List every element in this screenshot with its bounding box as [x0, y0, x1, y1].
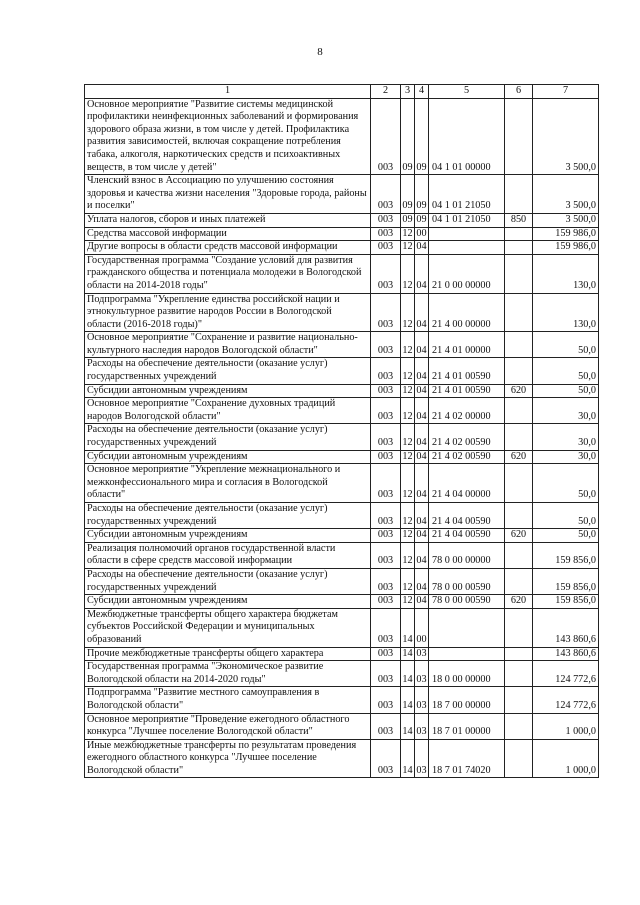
section-code: 14	[401, 713, 415, 739]
section-code: 12	[401, 503, 415, 529]
header-cell: 7	[533, 85, 599, 99]
table-row	[85, 398, 599, 424]
admin-code: 003	[371, 175, 401, 214]
admin-code: 003	[371, 661, 401, 687]
target-article-code: 78 0 00 00590	[429, 595, 505, 609]
admin-code: 003	[371, 358, 401, 384]
subsection-code: 04	[415, 254, 429, 293]
section-code: 12	[401, 332, 415, 358]
amount: 159 986,0	[533, 227, 599, 241]
table-row	[85, 713, 599, 739]
target-article-code: 18 0 00 00000	[429, 661, 505, 687]
target-article-code: 21 4 04 00000	[429, 464, 505, 503]
subsection-code: 09	[415, 175, 429, 214]
target-article-code	[429, 647, 505, 661]
target-article-code: 21 4 01 00000	[429, 332, 505, 358]
amount: 30,0	[533, 398, 599, 424]
subsection-code: 04	[415, 293, 429, 332]
item-name: Уплата налогов, сборов и иных платежей	[85, 213, 371, 227]
header-cell: 5	[429, 85, 505, 99]
expense-type-code	[505, 503, 533, 529]
item-name: Субсидии автономным учреждениям	[85, 595, 371, 609]
item-name: Государственная программа "Экономическое развитие Вологодской области на 2014-2020 годы"	[85, 661, 371, 687]
amount: 159 986,0	[533, 241, 599, 255]
table-row	[85, 332, 599, 358]
item-name: Основное мероприятие "Проведение ежегодного областного конкурса "Лучшее поселение Вологодской области"	[85, 713, 371, 739]
item-name: Расходы на обеспечение деятельности (оказание услуг) государственных учреждений	[85, 358, 371, 384]
table-row	[85, 739, 599, 778]
table-row	[85, 241, 599, 255]
target-article-code: 78 0 00 00590	[429, 568, 505, 594]
section-code: 12	[401, 227, 415, 241]
table-row	[85, 98, 599, 175]
section-code: 14	[401, 687, 415, 713]
subsection-code: 04	[415, 384, 429, 398]
table-row	[85, 687, 599, 713]
target-article-code: 21 4 02 00000	[429, 398, 505, 424]
subsection-code: 04	[415, 568, 429, 594]
expense-type-code	[505, 241, 533, 255]
header-row	[85, 85, 599, 99]
subsection-code: 04	[415, 241, 429, 255]
amount: 50,0	[533, 358, 599, 384]
expense-type-code	[505, 254, 533, 293]
admin-code: 003	[371, 595, 401, 609]
target-article-code: 21 4 04 00590	[429, 529, 505, 543]
target-article-code: 18 7 01 74020	[429, 739, 505, 778]
amount: 50,0	[533, 529, 599, 543]
table-body	[85, 98, 599, 778]
header-cell: 1	[85, 85, 371, 99]
table-row	[85, 450, 599, 464]
admin-code: 003	[371, 450, 401, 464]
target-article-code: 21 4 04 00590	[429, 503, 505, 529]
target-article-code: 21 4 01 00590	[429, 358, 505, 384]
section-code: 12	[401, 384, 415, 398]
expense-type-code	[505, 608, 533, 647]
expense-type-code	[505, 739, 533, 778]
subsection-code: 03	[415, 687, 429, 713]
expense-type-code: 620	[505, 450, 533, 464]
item-name: Подпрограмма "Укрепление единства российской нации и этнокультурное развитие народов России в Вологодской области (2016-2018 годы)"	[85, 293, 371, 332]
header-cell: 4	[415, 85, 429, 99]
page-number: 8	[317, 46, 323, 58]
amount: 1 000,0	[533, 739, 599, 778]
table-row	[85, 503, 599, 529]
item-name: Расходы на обеспечение деятельности (оказание услуг) государственных учреждений	[85, 424, 371, 450]
expense-type-code: 620	[505, 595, 533, 609]
section-code: 09	[401, 213, 415, 227]
expense-type-code: 850	[505, 213, 533, 227]
section-code: 12	[401, 529, 415, 543]
amount: 130,0	[533, 293, 599, 332]
subsection-code: 04	[415, 529, 429, 543]
section-code: 12	[401, 293, 415, 332]
target-article-code: 78 0 00 00000	[429, 542, 505, 568]
admin-code: 003	[371, 241, 401, 255]
expense-type-code	[505, 687, 533, 713]
admin-code: 003	[371, 293, 401, 332]
admin-code: 003	[371, 542, 401, 568]
target-article-code: 21 4 02 00590	[429, 450, 505, 464]
expense-type-code	[505, 661, 533, 687]
amount: 1 000,0	[533, 713, 599, 739]
header-cell: 2	[371, 85, 401, 99]
target-article-code: 18 7 00 00000	[429, 687, 505, 713]
target-article-code: 04 1 01 21050	[429, 213, 505, 227]
subsection-code: 09	[415, 213, 429, 227]
table-row	[85, 464, 599, 503]
subsection-code: 04	[415, 595, 429, 609]
section-code: 12	[401, 398, 415, 424]
section-code: 09	[401, 98, 415, 175]
admin-code: 003	[371, 384, 401, 398]
item-name: Средства массовой информации	[85, 227, 371, 241]
amount: 3 500,0	[533, 175, 599, 214]
section-code: 14	[401, 739, 415, 778]
subsection-code: 04	[415, 503, 429, 529]
expense-type-code	[505, 464, 533, 503]
target-article-code	[429, 227, 505, 241]
amount: 50,0	[533, 332, 599, 358]
section-code: 12	[401, 424, 415, 450]
section-code: 12	[401, 568, 415, 594]
admin-code: 003	[371, 227, 401, 241]
header-cell: 6	[505, 85, 533, 99]
expense-type-code	[505, 332, 533, 358]
expense-type-code: 620	[505, 529, 533, 543]
target-article-code	[429, 241, 505, 255]
amount: 159 856,0	[533, 595, 599, 609]
target-article-code	[429, 608, 505, 647]
expense-type-code	[505, 98, 533, 175]
item-name: Реализация полномочий органов государственной власти области в сфере средств массовой информации	[85, 542, 371, 568]
item-name: Субсидии автономным учреждениям	[85, 384, 371, 398]
item-name: Субсидии автономным учреждениям	[85, 529, 371, 543]
admin-code: 003	[371, 529, 401, 543]
item-name: Иные межбюджетные трансферты по результатам проведения ежегодного областного конкурса "Лучшее поселение Вологодской области"	[85, 739, 371, 778]
admin-code: 003	[371, 713, 401, 739]
item-name: Государственная программа "Создание условий для развития гражданского общества и потенциала молодежи в Вологодской области на 2014-2018 годы"	[85, 254, 371, 293]
amount: 30,0	[533, 450, 599, 464]
item-name: Основное мероприятие "Укрепление межнационального и межконфессионального мира и согласия в Вологодской области"	[85, 464, 371, 503]
table-row	[85, 568, 599, 594]
expense-type-code	[505, 398, 533, 424]
target-article-code: 21 4 01 00590	[429, 384, 505, 398]
section-code: 12	[401, 595, 415, 609]
item-name: Основное мероприятие "Сохранение духовных традиций народов Вологодской области"	[85, 398, 371, 424]
admin-code: 003	[371, 647, 401, 661]
amount: 159 856,0	[533, 568, 599, 594]
item-name: Расходы на обеспечение деятельности (оказание услуг) государственных учреждений	[85, 568, 371, 594]
expense-type-code	[505, 293, 533, 332]
item-name: Межбюджетные трансферты общего характера бюджетам субъектов Российской Федерации и муниципальных образований	[85, 608, 371, 647]
table-row	[85, 529, 599, 543]
admin-code: 003	[371, 503, 401, 529]
table-row	[85, 213, 599, 227]
section-code: 12	[401, 254, 415, 293]
amount: 3 500,0	[533, 98, 599, 175]
expense-type-code: 620	[505, 384, 533, 398]
subsection-code: 04	[415, 332, 429, 358]
expense-type-code	[505, 424, 533, 450]
item-name: Другие вопросы в области средств массовой информации	[85, 241, 371, 255]
table-row	[85, 608, 599, 647]
target-article-code: 21 0 00 00000	[429, 254, 505, 293]
expense-type-code	[505, 647, 533, 661]
section-code: 14	[401, 608, 415, 647]
header-cell: 3	[401, 85, 415, 99]
item-name: Подпрограмма "Развитие местного самоуправления в Вологодской области"	[85, 687, 371, 713]
target-article-code: 04 1 01 21050	[429, 175, 505, 214]
subsection-code: 03	[415, 661, 429, 687]
expense-type-code	[505, 542, 533, 568]
item-name: Расходы на обеспечение деятельности (оказание услуг) государственных учреждений	[85, 503, 371, 529]
item-name: Прочие межбюджетные трансферты общего характера	[85, 647, 371, 661]
admin-code: 003	[371, 608, 401, 647]
admin-code: 003	[371, 254, 401, 293]
table-row	[85, 384, 599, 398]
target-article-code: 21 4 00 00000	[429, 293, 505, 332]
section-code: 12	[401, 464, 415, 503]
table-row	[85, 595, 599, 609]
expense-type-code	[505, 568, 533, 594]
section-code: 14	[401, 661, 415, 687]
admin-code: 003	[371, 739, 401, 778]
section-code: 12	[401, 450, 415, 464]
table-row	[85, 647, 599, 661]
table-row	[85, 424, 599, 450]
amount: 3 500,0	[533, 213, 599, 227]
item-name: Членский взнос в Ассоциацию по улучшению состояния здоровья и качества жизни населения "Здоровые города, районы и поселки"	[85, 175, 371, 214]
budget-table	[84, 84, 599, 778]
subsection-code: 03	[415, 647, 429, 661]
subsection-code: 04	[415, 464, 429, 503]
subsection-code: 03	[415, 739, 429, 778]
subsection-code: 03	[415, 713, 429, 739]
amount: 50,0	[533, 464, 599, 503]
subsection-code: 00	[415, 608, 429, 647]
admin-code: 003	[371, 568, 401, 594]
admin-code: 003	[371, 398, 401, 424]
expense-type-code	[505, 713, 533, 739]
amount: 50,0	[533, 384, 599, 398]
amount: 159 856,0	[533, 542, 599, 568]
subsection-code: 09	[415, 98, 429, 175]
admin-code: 003	[371, 332, 401, 358]
amount: 30,0	[533, 424, 599, 450]
item-name: Основное мероприятие "Развитие системы медицинской профилактики неинфекционных заболеваний и формирования здорового образа жизни, в том числе у детей. Профилактика развития зависимостей, включая сокращение потребления табака, алкоголя, наркотических средств и психоактивных веществ, в том числе у детей"	[85, 98, 371, 175]
subsection-code: 04	[415, 398, 429, 424]
amount: 143 860,6	[533, 647, 599, 661]
admin-code: 003	[371, 98, 401, 175]
admin-code: 003	[371, 687, 401, 713]
table-row	[85, 254, 599, 293]
amount: 143 860,6	[533, 608, 599, 647]
target-article-code: 21 4 02 00590	[429, 424, 505, 450]
section-code: 09	[401, 175, 415, 214]
subsection-code: 00	[415, 227, 429, 241]
subsection-code: 04	[415, 450, 429, 464]
expense-type-code	[505, 175, 533, 214]
subsection-code: 04	[415, 358, 429, 384]
table-row	[85, 227, 599, 241]
item-name: Основное мероприятие "Сохранение и развитие национально-культурного наследия народов Вологодской области"	[85, 332, 371, 358]
table-row	[85, 175, 599, 214]
expense-type-code	[505, 227, 533, 241]
amount: 130,0	[533, 254, 599, 293]
item-name: Субсидии автономным учреждениям	[85, 450, 371, 464]
subsection-code: 04	[415, 542, 429, 568]
table-row	[85, 661, 599, 687]
amount: 124 772,6	[533, 687, 599, 713]
admin-code: 003	[371, 213, 401, 227]
section-code: 12	[401, 241, 415, 255]
admin-code: 003	[371, 464, 401, 503]
table-row	[85, 358, 599, 384]
target-article-code: 04 1 01 00000	[429, 98, 505, 175]
table-row	[85, 542, 599, 568]
section-code: 12	[401, 542, 415, 568]
amount: 50,0	[533, 503, 599, 529]
section-code: 12	[401, 358, 415, 384]
section-code: 14	[401, 647, 415, 661]
table-row	[85, 293, 599, 332]
target-article-code: 18 7 01 00000	[429, 713, 505, 739]
amount: 124 772,6	[533, 661, 599, 687]
admin-code: 003	[371, 424, 401, 450]
subsection-code: 04	[415, 424, 429, 450]
expense-type-code	[505, 358, 533, 384]
